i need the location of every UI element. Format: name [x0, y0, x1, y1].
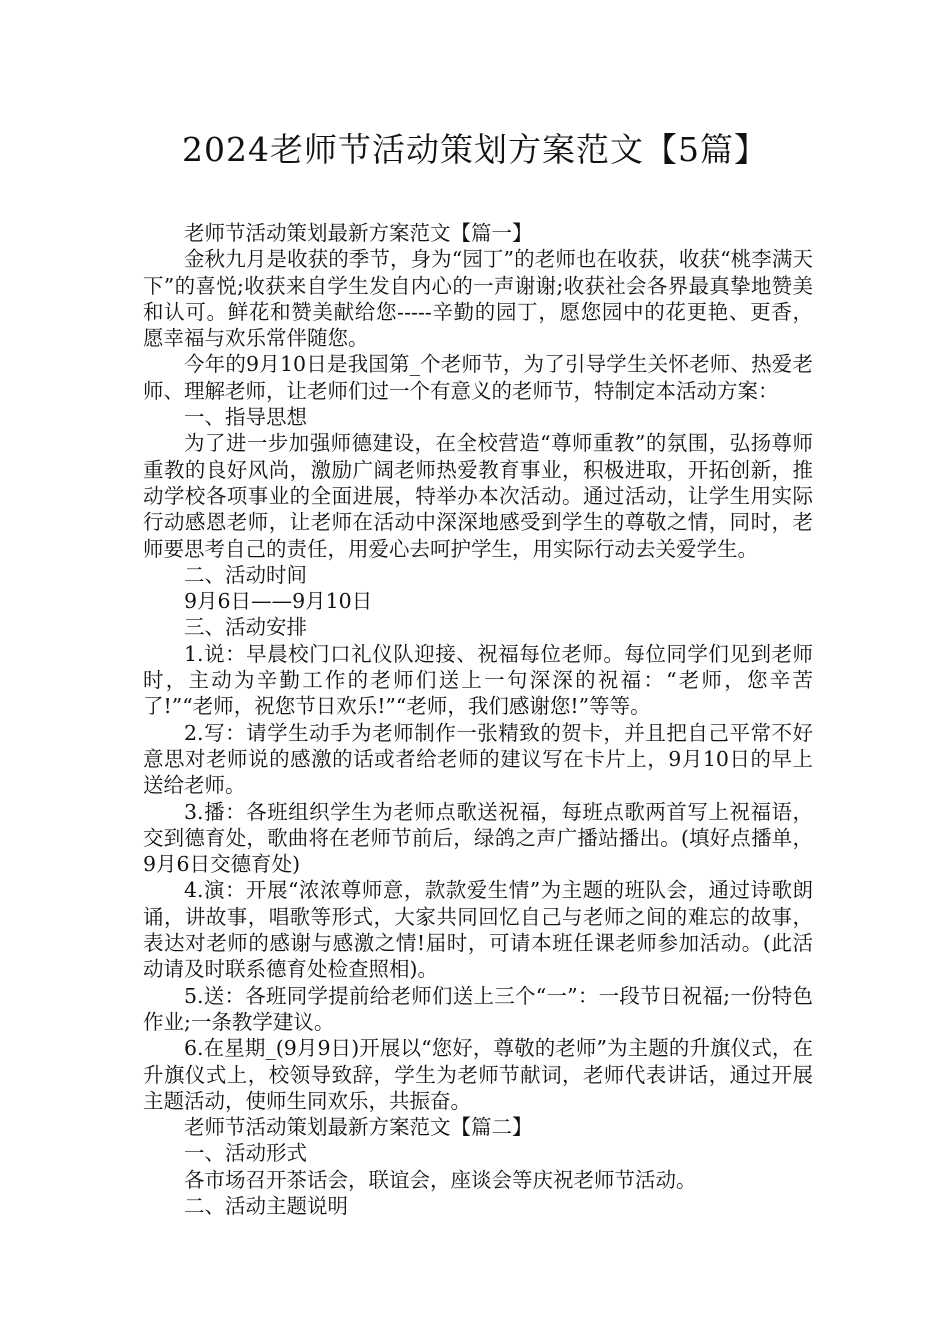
document-title: 2024老师节活动策划方案范文【5篇】	[182, 130, 768, 169]
subheading-activity-plan: 三、活动安排	[184, 615, 307, 640]
list-item-flag-ceremony: 6.在星期_(9月9日)开展以“您好，尊敬的老师”为主题的升旗仪式，在升旗仪式上，校领导致辞，学生为老师节献词，老师代表讲话，通过开展主题活动，使师生同欢乐，共振奋。	[143, 1036, 813, 1113]
subheading-activity-form: 一、活动形式	[184, 1141, 307, 1166]
subheading-theme-description: 二、活动主题说明	[184, 1193, 348, 1218]
paragraph-purpose: 今年的9月10日是我国第_个老师节，为了引导学生关怀老师、热爱老师、理解老师，让老师们过一个有意义的老师节，特制定本活动方案：	[143, 352, 813, 403]
list-item-perform: 4.演：开展“浓浓尊师意，款款爱生情”为主题的班队会，通过诗歌朗诵，讲故事，唱歌等形式，大家共同回忆自己与老师之间的难忘的故事，表达对老师的感谢与感激之情!届时，可请本班任课老师参加活动。(此活动请及时联系德育处检查照相)。	[143, 878, 813, 982]
subheading-guiding-idea: 一、指导思想	[184, 405, 307, 430]
paragraph-guiding-idea: 为了进一步加强师德建设，在全校营造“尊师重教”的氛围，弘扬尊师重教的良好风尚，激励广阔老师热爱教育事业，积极进取，开拓创新，推动学校各项事业的全面进展，特举办本次活动。通过活动，让学生用实际行动感恩老师，让老师在活动中深深地感受到学生的尊敬之情，同时，老师要思考自己的责任，用爱心去呵护学生，用实际行动去关爱学生。	[143, 431, 813, 561]
list-item-give: 5.送：各班同学提前给老师们送上三个“一”：一段节日祝福;一份特色作业;一条教学建议。	[143, 983, 813, 1034]
document-body	[143, 220, 813, 1219]
subheading-activity-time: 二、活动时间	[184, 562, 307, 587]
list-item-speak: 1.说：早晨校门口礼仪队迎接、祝福每位老师。每位同学们见到老师时，主动为辛勤工作的老师们送上一句深深的祝福：“老师，您辛苦了!”“老师，祝您节日欢乐!”“老师，我们感谢您!”等等。	[143, 641, 813, 719]
paragraph-intro: 金秋九月是收获的季节，身为“园丁”的老师也在收获，收获“桃李满天下”的喜悦;收获来自学生发自内心的一声谢谢;收获社会各界最真挚地赞美和认可。鲜花和赞美献给您-----辛勤的园丁，愿您园中的花更艳、更香，愿幸福与欢乐常伴随您。	[143, 247, 813, 351]
list-item-write: 2.写：请学生动手为老师制作一张精致的贺卡，并且把自己平常不好意思对老师说的感激的话或者给老师的建议写在卡片上，9月10日的早上送给老师。	[143, 720, 813, 798]
paragraph-activity-time: 9月6日——9月10日	[184, 589, 373, 614]
section-heading-part-1: 老师节活动策划最新方案范文【篇一】	[184, 221, 533, 245]
section-heading-part-2: 老师节活动策划最新方案范文【篇二】	[184, 1115, 533, 1140]
list-item-broadcast: 3.播：各班组织学生为老师点歌送祝福，每班点歌两首写上祝福语，交到德育处，歌曲将在老师节前后，绿鸽之声广播站播出。(填好点播单，9月6日交德育处)	[143, 799, 813, 877]
paragraph-activity-form: 各市场召开茶话会，联谊会，座谈会等庆祝老师节活动。	[184, 1167, 697, 1192]
